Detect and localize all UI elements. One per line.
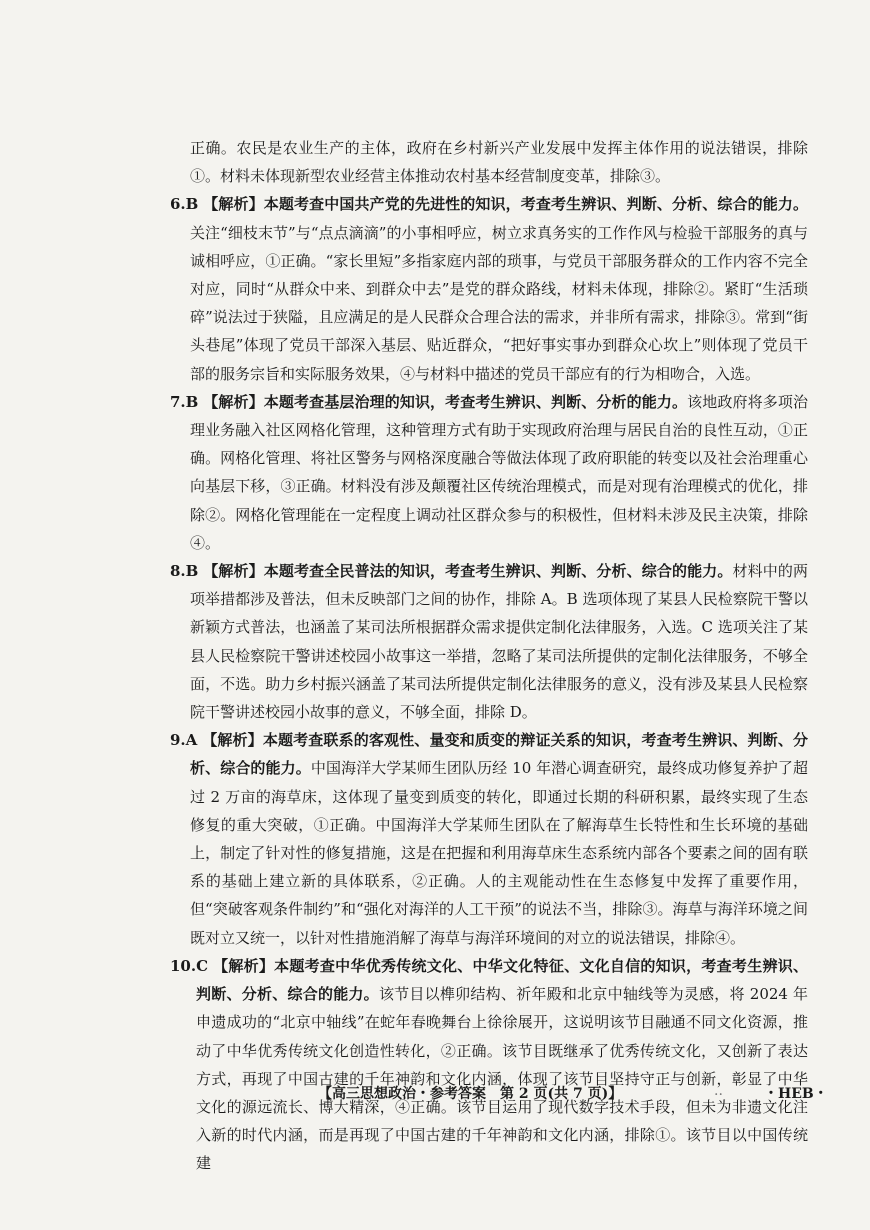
analysis-lead: 本题考查全民普法的知识，考查考生辨识、判断、分析、综合的能力。 (263, 562, 733, 581)
analysis-tag: 【解析】 (203, 392, 264, 411)
question-number: 10. (170, 956, 197, 975)
intro-paragraph: 正确。农民是农业生产的主体，政府在乡村新兴产业发展中发挥主体作用的说法错误，排除①。材料未体现新型农业经营主体推动农村基本经营制度变革，排除③。 (190, 139, 808, 186)
answer-item-8 (170, 557, 808, 726)
answer-letter: B (185, 392, 199, 411)
footer-brand-code: ・HEB・ (764, 1086, 828, 1102)
answer-letter: A (185, 731, 198, 750)
analysis-body: 材料中的两项举措都涉及普法，但未反映部门之间的协作，排除 A。B 选项体现了某县人民检察院干警以新颖方式普法，也涵盖了某司法所根据群众需求提供定制化法律服务，入选。C 选项关注了某县人民检察院干警讲述校园小故事这一举措，忽略了某司法所提供的定制化法律服务，不够全面，不选。助力乡村振兴涵盖了某司法所提供定制化法律服务的意义，没有涉及某县人民检察院干警讲述校园小故事的意义，不够全面，排除 D。 (190, 562, 808, 722)
analysis-tag: 【解析】 (202, 731, 263, 750)
answer-item-10 (170, 952, 808, 1178)
answer-item-6 (170, 190, 808, 387)
question-number: 6. (170, 195, 186, 214)
answer-letter: B (185, 562, 199, 581)
footer-page-info: 【高三思想政治・参考答案 第 2 页(共 7 页)】 (318, 1086, 623, 1102)
analysis-tag: 【解析】 (213, 956, 275, 975)
analysis-body: 中国海洋大学某师生团队历经 10 年潜心调查研究，最终成功修复养护了超过 2 万亩的海草床，这体现了量变到质变的转化，即通过长期的科研积累，最终实现了生态修复的重大突破，①正确。中国海洋大学某师生团队在了解海草生长特性和生长环境的基础上，制定了针对性的修复措施，这是在把握和利用海草床生态系统内部各个要素之间的固有联系的基础上建立新的具体联系，②正确。人的主观能动性在生态修复中发挥了重要作用，但“突破客观条件制约”和“强化对海洋的人工干预”的说法不当，排除③。海草与海洋环境之间既对立又统一，以针对性措施消解了海草与海洋环境间的对立的说法错误，排除④。 (190, 759, 808, 947)
answer-letter: B (185, 195, 199, 214)
answer-item-9 (170, 726, 808, 952)
analysis-lead: 本题考查中华优秀传统文化、中华文化特征、文化自信的知识，考查考生辨识、判断、分析、综合的能力。 (196, 956, 808, 1004)
analysis-lead: 本题考查中国共产党的先进性的知识，考查考生辨识、判断、分析、综合的能力。 (263, 195, 808, 214)
analysis-body: 该地政府将多项治理业务融入社区网格化管理，这种管理方式有助于实现政府治理与居民自治的良性互动，①正确。网格化管理、将社区警务与网格深度融合等做法体现了政府职能的转变以及社会治理重心向基层下移，③正确。材料没有涉及颠覆社区传统治理模式，而是对现有治理模式的优化，排除②。网格化管理能在一定程度上调动社区群众参与的积极性，但材料未涉及民主决策，排除④。 (190, 392, 808, 552)
analysis-body: 关注“细枝末节”与“点点滴滴”的小事相呼应，树立求真务实的工作作风与检验干部服务的真与诚相呼应，①正确。“家长里短”多指家庭内部的琐事，与党员干部服务群众的工作内容不完全对应，同时“从群众中来、到群众中去”是党的群众路线，材料未体现，排除②。紧盯“生活琐碎”说法过于狭隘，且应满足的是人民群众合理合法的需求，并非所有需求，排除③。常到“街头巷尾”体现了党员干部深入基层、贴近群众，“把好事实事办到群众心坎上”则体现了党员干部的服务宗旨和实际服务效果，④与材料中描述的党员干部应有的行为相吻合，入选。 (190, 223, 808, 383)
question-number: 8. (170, 562, 186, 581)
analysis-lead: 本题考查基层治理的知识，考查考生辨识、判断、分析的能力。 (263, 392, 688, 411)
answer-letter: C (196, 956, 209, 975)
footer-dots: .. (714, 1083, 723, 1099)
question-number: 9. (170, 731, 186, 750)
analysis-lead: 本题考查联系的客观性、量变和质变的辩证关系的知识，考查考生辨识、判断、分析、综合的能力。 (190, 731, 808, 778)
answer-item-7 (170, 388, 808, 557)
page-content (170, 134, 808, 1178)
analysis-body: 该节目以榫卯结构、祈年殿和北京中轴线等为灵感，将 2024 年申遗成功的“北京中轴线”在蛇年春晚舞台上徐徐展开，这说明该节目融通不同文化资源，推动了中华优秀传统文化创造性转化，②正确。该节目既继承了优秀传统文化，又创新了表达方式，再现了中国古建的千年神韵和文化内涵，体现了该节目坚持守正与创新，彰显了中华文化的源远流长、博大精深，④正确。该节目运用了现代数字技术手段，但未为非遗文化注入新的时代内涵，而是再现了中国古建的千年神韵和文化内涵，排除①。该节目以中国传统建 (196, 985, 808, 1173)
analysis-tag: 【解析】 (203, 195, 264, 214)
question-number: 7. (170, 392, 186, 411)
analysis-tag: 【解析】 (203, 562, 264, 581)
